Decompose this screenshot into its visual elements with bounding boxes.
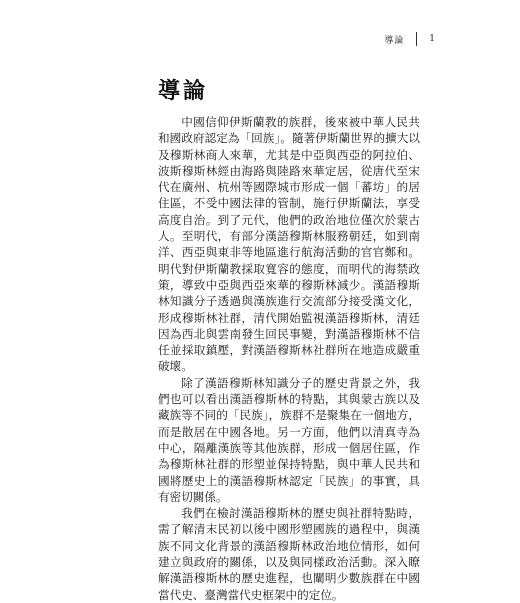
paragraph-3: 我們在檢討漢語穆斯林的歷史與社群特點時，需了解清末民初以後中國形塑國族的過程中，與漢族不同文化背景的漢語穆斯林政治地位情形，如何建立與政府的關係，以及與同樣政治活動。深入瞭解漢語穆斯林的歷史進程，也闡明少數族群在中國當代史、臺灣當代史框架中的定位。 — [158, 506, 420, 602]
paragraph-2: 除了漢語穆斯林知識分子的歷史背景之外，我們也可以看出漢語穆斯林的特點，其與蒙古族以及藏族等不同的「民族」，族群不是聚集在一個地方，而是散居在中國各地。另一方面，他們以清真寺為中心，隔離漢族等其他族群，形成一個居住區，作為穆斯林社群的形塑並保持特點，與中華人民共和國將歷史上的漢語穆斯林認定「民族」的事實，具有密切關係。 — [158, 375, 420, 504]
running-head-section: 導論 — [384, 35, 405, 46]
running-head — [384, 32, 436, 46]
body-text — [158, 114, 420, 603]
page-number: 1 — [429, 34, 436, 44]
running-head-divider — [416, 32, 417, 46]
chapter-title: 導論 — [158, 78, 209, 104]
paragraph-1: 中國信仰伊斯蘭教的族群，後來被中華人民共和國政府認定為「回族」。隨著伊斯蘭世界的擴大以及穆斯林商人來華，尤其是中亞與西亞的阿拉伯、波斯穆斯林經由海路與陸路來華定居，從唐代至宋代在廣州、杭州等國際城市形成一個「蕃坊」的居住區，不受中國法律的管制，施行伊斯蘭法，享受高度自治。到了元代，他們的政治地位僅次於蒙古人。至明代，有部分漢語穆斯林服務朝廷，如到南洋、西亞與東非等地區進行航海活動的官官鄭和。明代對伊斯蘭教採取寬容的態度，而明代的海禁政策，導致中亞與西亞來華的穆斯林減少。漢語穆斯林知識分子透過與漢族進行交流部分接受漢文化，形成穆斯林社群，清代開始監視漢語穆斯林，清廷因為西北與雲南發生回民事變，對漢語穆斯林不信任並採取鎮壓，對漢語穆斯林社群所在地造成嚴重破壞。 — [158, 115, 420, 374]
